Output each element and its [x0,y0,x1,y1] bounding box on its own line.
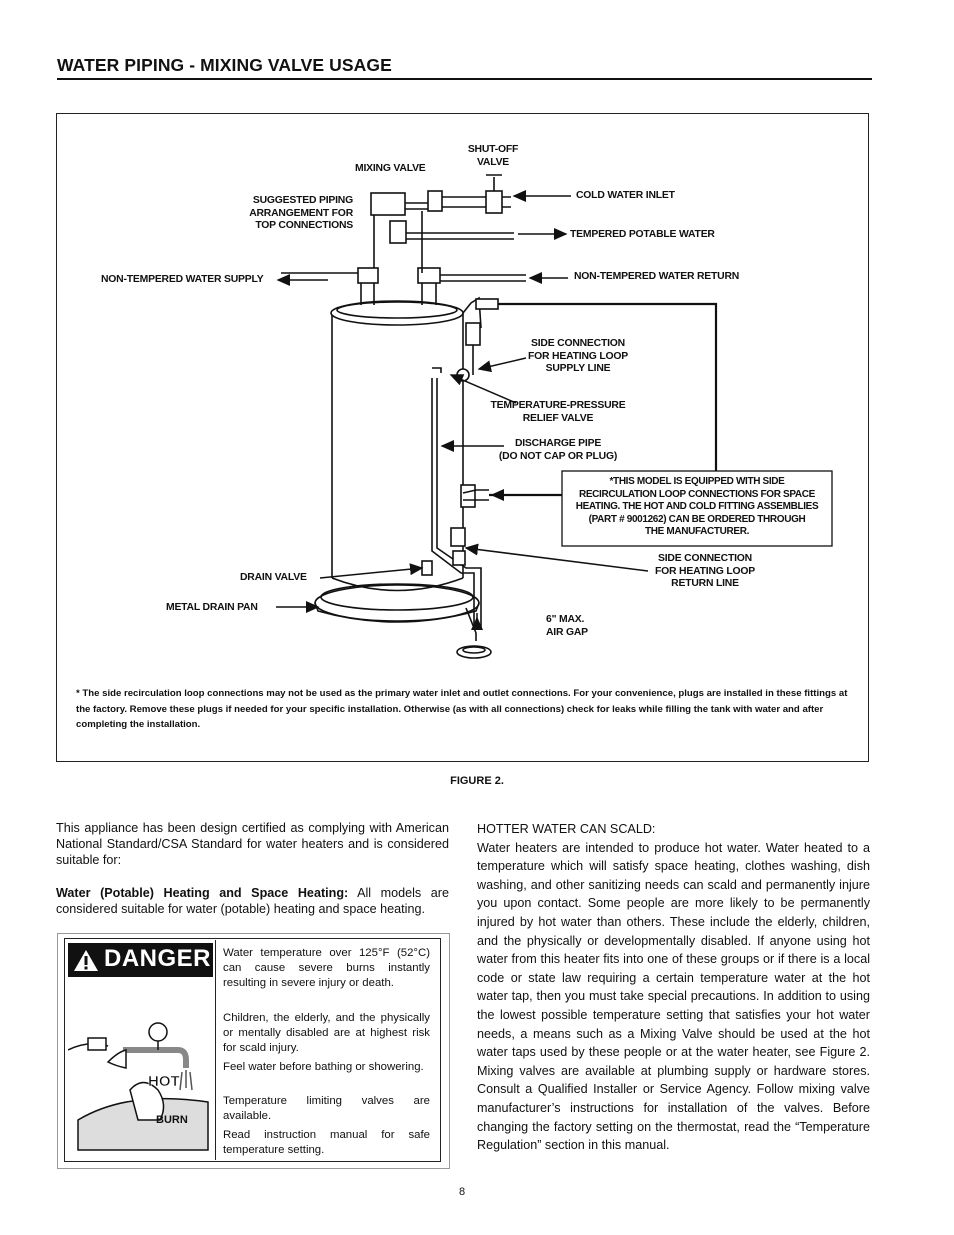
tp-relief-valve-label: TEMPERATURE-PRESSURE RELIEF VALVE [490,400,626,424]
non-tempered-supply-label: NON-TEMPERED WATER SUPPLY [101,274,264,285]
side-supply-label: SIDE CONNECTION FOR HEATING LOOP SUPPLY LINE [528,338,628,374]
suggested-piping-label: SUGGESTED PIPING ARRANGEMENT FOR TOP CONNECTIONS [249,195,353,231]
danger-item-1: Water temperature over 125°F (52°C) can cause severe burns instantly resulting in severe injury or death. [223,947,430,990]
page-number: 8 [458,1186,466,1198]
non-tempered-return-label: NON-TEMPERED WATER RETURN [574,271,740,282]
tempered-potable-water-label: TEMPERED POTABLE WATER [570,229,715,240]
scald-paragraph: Water heaters are intended to produce hot water. Water heated to a temperature which will satisfy space heating, clothes washing, dish washing, and other sanitizing needs can scald and permanently injure you upon contact. Some people are more likely to be permanently injured by hot water than others. These include the elderly, children, and the physically or developmentally disabled. If anyone using hot water from this heater fits into one of these groups or if there is a local code or state law requiring a certain temperature water at the hot water tap, then you must take special precautions. In addition to using the lowest possible temperature setting that satisfies your hot water needs, a means such as a Mixing Valve should be used at the hot water taps used by these people or at the water heater, see Figure 2. Mixing valves are available at plumbing supply or hardware stores. Consult a Qualified Installer or Service Agency. Follow mixing valve manufacturer’s instructions for installation of the valves. Before changing the factory setting on the thermostat, read the “Temperature Regulation” section in this manual. [477,840,870,1153]
intro-paragraph: This appliance has been design certified as complying with American National Standard/CSA Standard for water heaters and is considered suitable for: [56,821,449,868]
danger-divider [215,940,216,1160]
shutoff-valve [486,191,502,213]
cold-water-inlet-label: COLD WATER INLET [576,190,675,201]
mixing-valve-body [371,193,405,215]
danger-word: DANGER [104,945,212,972]
heating-paragraph [56,885,449,917]
warning-triangle-icon [73,949,99,972]
danger-item-3: Feel water before bathing or showering. [223,1061,424,1073]
model-note-text: *THIS MODEL IS EQUIPPED WITH SIDE RECIRCULATION LOOP CONNECTIONS FOR SPACE HEATING. THE HOT AND COLD FITTING ASSEMBLIES (PART # 9001262) CAN BE ORDERED THROUGH THE MANUFACTURER. [575,476,819,537]
scald-heading: HOTTER WATER CAN SCALD: [477,822,656,836]
drain-pan-label: METAL DRAIN PAN [166,602,258,613]
figure-caption: FIGURE 2. [450,775,504,787]
figure-footnote: * The side recirculation loop connections may not be used as the primary water inlet and outlet connections. For your convenience, plugs are installed in these fittings at the factory. Remove these plugs if needed for your specific installation. Otherwise (as with all connections) check for leaks while filling the tank with water and after completing the installation. [76,688,848,730]
danger-item-5: Read instruction manual for safe temperature setting. [223,1129,430,1157]
sticker-hot-text: HOT [148,1073,180,1090]
danger-item-2: Children, the elderly, and the physically or mentally disabled are at highest risk for scald injury. [223,1012,430,1055]
left-column [56,820,449,917]
mixing-valve-label: MIXING VALVE [355,163,426,174]
danger-header [68,943,213,977]
heating-text: All models are considered suitable for water (potable) heating and space heating. [56,885,449,916]
side-return-label: SIDE CONNECTION FOR HEATING LOOP RETURN LINE [655,553,755,589]
title-rule [57,78,872,80]
danger-item-4: Temperature limiting valves are available. [223,1095,430,1123]
drain-valve-label: DRAIN VALVE [240,572,307,583]
shutoff-valve-label: SHUT-OFF VALVE [467,144,519,168]
water-heater-illustration [56,113,869,762]
air-gap-label: 6" MAX. AIR GAP [546,614,588,638]
right-column [477,820,870,1155]
heating-label: Water (Potable) Heating and Space Heating: [56,885,349,900]
page-title: WATER PIPING - MIXING VALVE USAGE [57,55,392,75]
sticker-burn-text: BURN [156,1114,188,1126]
hot-water-faucet-icon [68,1010,213,1155]
drain-valve [422,561,432,575]
discharge-pipe-label: DISCHARGE PIPE (DO NOT CAP OR PLUG) [498,438,618,462]
